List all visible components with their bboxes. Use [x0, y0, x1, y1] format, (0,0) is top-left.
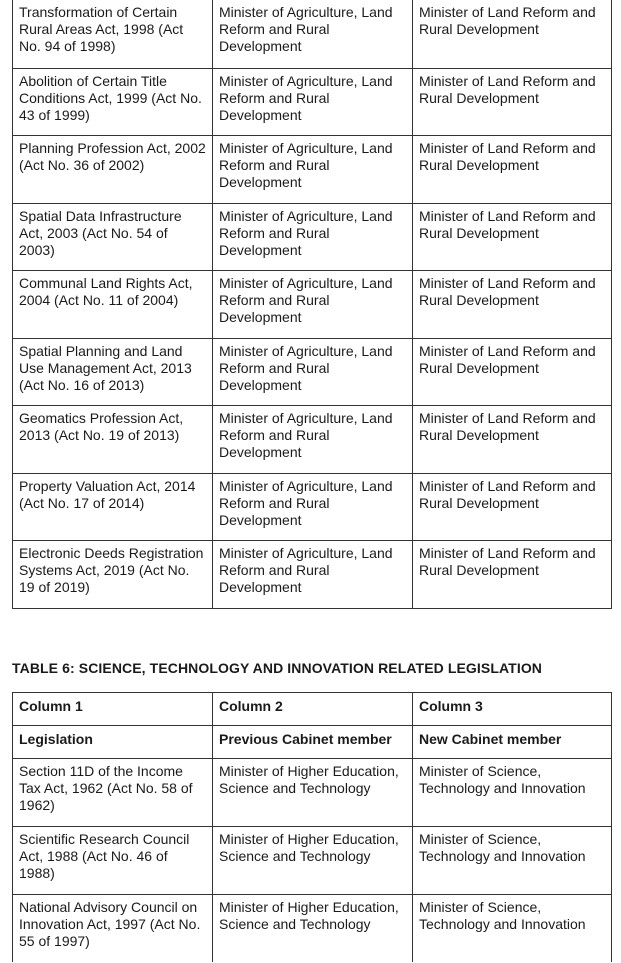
- table-row: [13, 473, 612, 540]
- legislation-cell: Scientific Research Council Act, 1988 (Act No. 46 of 1988): [13, 827, 213, 895]
- new-cabinet-member-cell: Minister of Land Reform and Rural Development: [413, 0, 612, 68]
- table-row: [13, 827, 612, 895]
- previous-cabinet-member-cell: Minister of Agriculture, Land Reform and Rural Development: [213, 405, 413, 473]
- previous-cabinet-member-cell: Minister of Agriculture, Land Reform and Rural Development: [213, 0, 413, 68]
- previous-cabinet-member-cell: Minister of Agriculture, Land Reform and Rural Development: [213, 135, 413, 203]
- new-cabinet-member-cell: Minister of Land Reform and Rural Development: [413, 68, 612, 135]
- new-cabinet-member-cell: Minister of Science, Technology and Innovation: [413, 827, 612, 895]
- new-cabinet-member-cell: Minister of Land Reform and Rural Development: [413, 203, 612, 270]
- table-row: [13, 895, 612, 962]
- previous-cabinet-member-cell: Minister of Higher Education, Science and Technology: [213, 759, 413, 827]
- legislation-cell: Planning Profession Act, 2002 (Act No. 36 of 2002): [13, 135, 213, 203]
- new-cabinet-member-cell: Minister of Land Reform and Rural Development: [413, 405, 612, 473]
- table-row: [13, 270, 612, 338]
- new-cabinet-member-cell: Minister of Science, Technology and Innovation: [413, 759, 612, 827]
- previous-cabinet-member-cell: Minister of Higher Education, Science and Technology: [213, 827, 413, 895]
- science-technology-legislation-table: [12, 692, 612, 962]
- legislation-cell: Electronic Deeds Registration Systems Act, 2019 (Act No. 19 of 2019): [13, 540, 213, 608]
- column-title-row: [13, 726, 612, 759]
- new-cabinet-member-cell: Minister of Land Reform and Rural Development: [413, 338, 612, 405]
- legislation-cell: Transformation of Certain Rural Areas Act, 1998 (Act No. 94 of 1998): [13, 0, 213, 68]
- column-title-header: Previous Cabinet member: [213, 726, 413, 759]
- new-cabinet-member-cell: Minister of Science, Technology and Innovation: [413, 895, 612, 962]
- legislation-cell: Property Valuation Act, 2014 (Act No. 17 of 2014): [13, 473, 213, 540]
- new-cabinet-member-cell: Minister of Land Reform and Rural Development: [413, 270, 612, 338]
- legislation-cell: Geomatics Profession Act, 2013 (Act No. 19 of 2013): [13, 405, 213, 473]
- previous-cabinet-member-cell: Minister of Agriculture, Land Reform and Rural Development: [213, 473, 413, 540]
- previous-cabinet-member-cell: Minister of Agriculture, Land Reform and Rural Development: [213, 203, 413, 270]
- legislation-cell: Spatial Planning and Land Use Management Act, 2013 (Act No. 16 of 2013): [13, 338, 213, 405]
- column-number-row: [13, 693, 612, 726]
- previous-cabinet-member-cell: Minister of Agriculture, Land Reform and Rural Development: [213, 270, 413, 338]
- new-cabinet-member-cell: Minister of Land Reform and Rural Development: [413, 473, 612, 540]
- table-row: [13, 405, 612, 473]
- previous-cabinet-member-cell: Minister of Agriculture, Land Reform and Rural Development: [213, 68, 413, 135]
- column-title-header: Legislation: [13, 726, 213, 759]
- table-row: [13, 68, 612, 135]
- table-row: [13, 540, 612, 608]
- table-row: [13, 203, 612, 270]
- table-6-heading: TABLE 6: SCIENCE, TECHNOLOGY AND INNOVATION RELATED LEGISLATION: [12, 660, 543, 676]
- legislation-cell: Communal Land Rights Act, 2004 (Act No. 11 of 2004): [13, 270, 213, 338]
- previous-cabinet-member-cell: Minister of Agriculture, Land Reform and Rural Development: [213, 540, 413, 608]
- previous-cabinet-member-cell: Minister of Higher Education, Science and Technology: [213, 895, 413, 962]
- new-cabinet-member-cell: Minister of Land Reform and Rural Development: [413, 135, 612, 203]
- table-row: [13, 0, 612, 68]
- legislation-table-continued: [12, 0, 612, 609]
- legislation-cell: Section 11D of the Income Tax Act, 1962 (Act No. 58 of 1962): [13, 759, 213, 827]
- new-cabinet-member-cell: Minister of Land Reform and Rural Development: [413, 540, 612, 608]
- column-number-header: Column 3: [413, 693, 612, 726]
- legislation-cell: National Advisory Council on Innovation Act, 1997 (Act No. 55 of 1997): [13, 895, 213, 962]
- legislation-cell: Spatial Data Infrastructure Act, 2003 (Act No. 54 of 2003): [13, 203, 213, 270]
- table-row: [13, 759, 612, 827]
- table-row: [13, 338, 612, 405]
- column-number-header: Column 1: [13, 693, 213, 726]
- table-row: [13, 135, 612, 203]
- column-number-header: Column 2: [213, 693, 413, 726]
- previous-cabinet-member-cell: Minister of Agriculture, Land Reform and Rural Development: [213, 338, 413, 405]
- column-title-header: New Cabinet member: [413, 726, 612, 759]
- legislation-cell: Abolition of Certain Title Conditions Act, 1999 (Act No. 43 of 1999): [13, 68, 213, 135]
